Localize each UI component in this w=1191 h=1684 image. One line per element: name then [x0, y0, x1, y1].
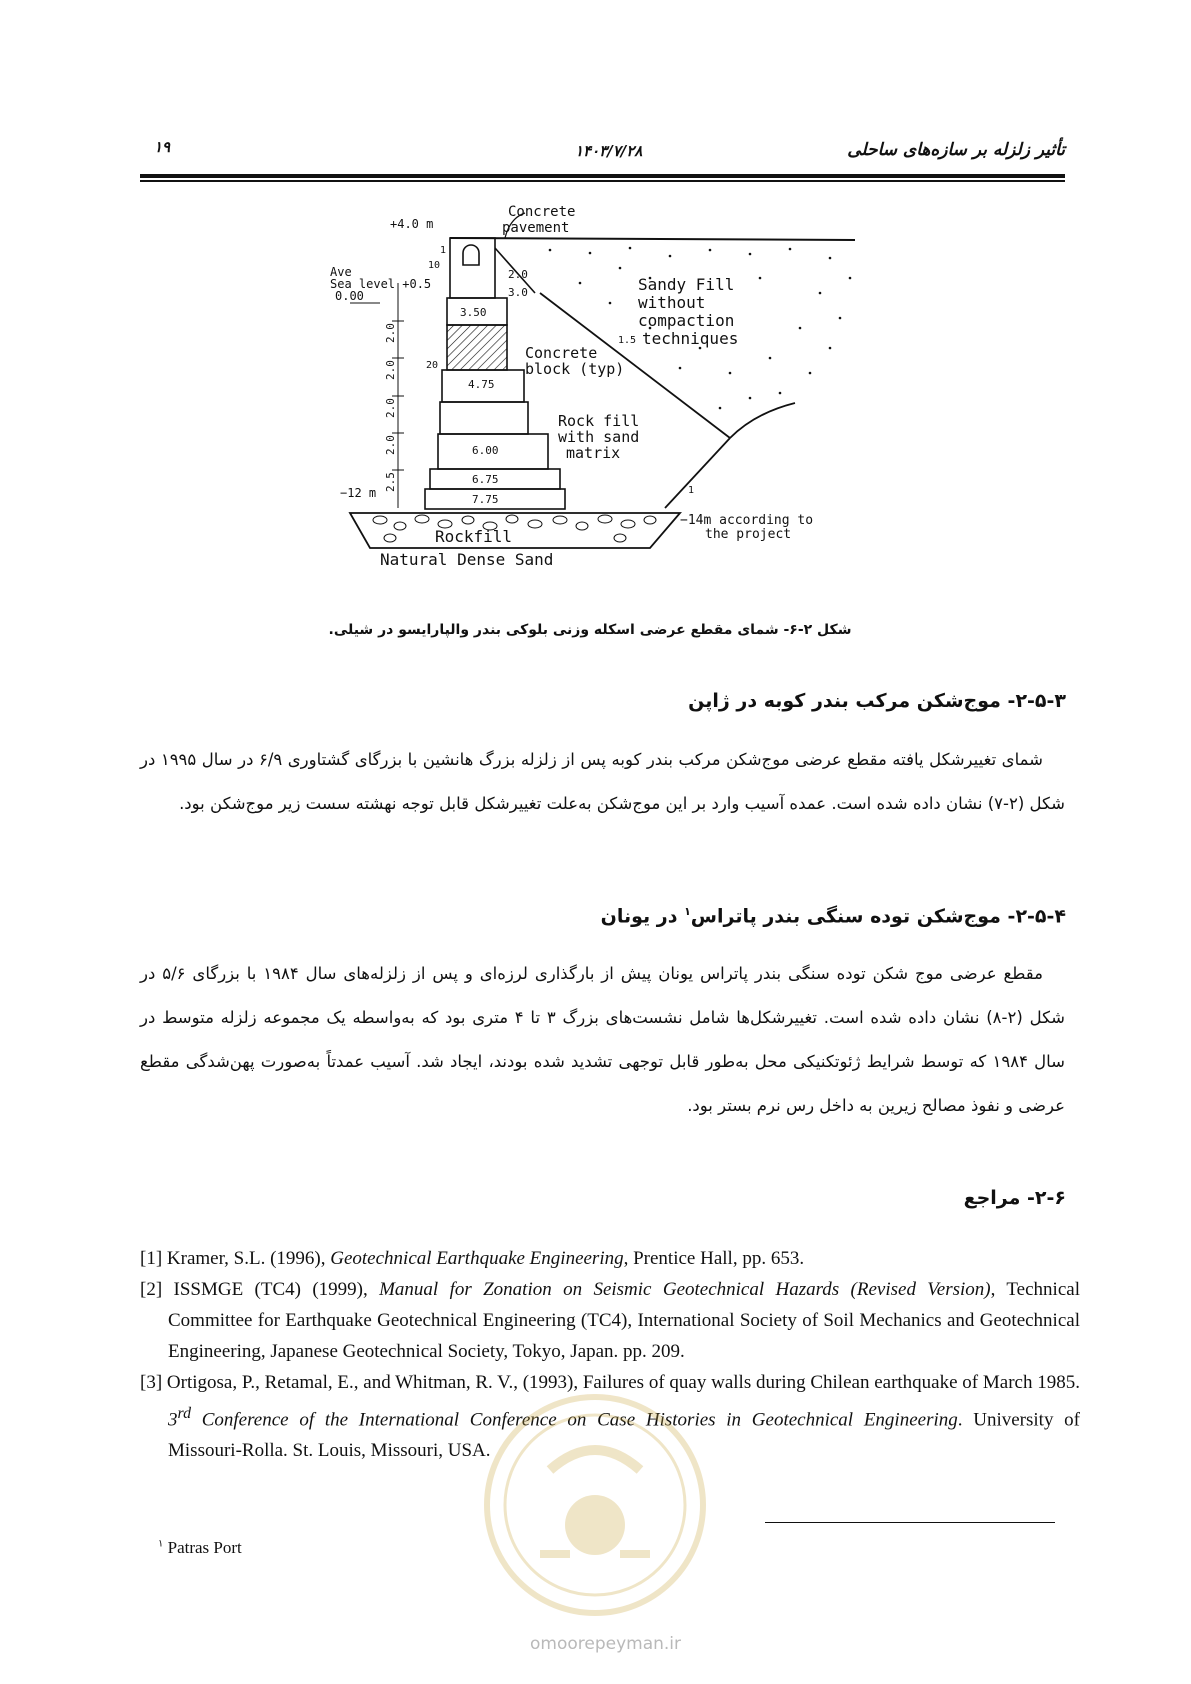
rockfill-stones: [373, 515, 656, 542]
footnote-ref: ۱: [684, 905, 691, 918]
figure-caption: شکل ۲-۶- شمای مقطع عرضی اسکله وزنی بلوکی بندر والپارایسو در شیلی.: [328, 622, 852, 638]
dim-6-00: 6.00: [472, 444, 499, 457]
elev-2-5: 2.5: [384, 472, 397, 492]
header-title: تأثیر زلزله بر سازه‌های ساحلی: [847, 140, 1065, 160]
reference-3-title: Conference of the International Conference on Case Histories in Geotechnical Engineering: [191, 1409, 958, 1431]
reference-item: [140, 1274, 1080, 1367]
elev-2-0-d: 2.0: [384, 435, 397, 455]
heading-patras-pre: ۲-۵-۴- موج‌شکن توده سنگی بندر پاتراس: [690, 905, 1066, 928]
reference-3-pre: [3] Ortigosa, P., Retamal, E., and Whitman, R. V., (1993), Failures of quay walls during Chilean earthquake of March 1985.: [140, 1372, 1080, 1393]
label-zero: 0.00: [335, 289, 364, 303]
footnote-rule: [765, 1522, 1055, 1523]
dim-3-0: 3.0: [508, 286, 528, 299]
reference-3-ordinal: 3: [168, 1409, 178, 1431]
header-rule-thick: [140, 174, 1065, 178]
elev-2-0-c: 2.0: [384, 398, 397, 418]
label-rockfill: Rockfill: [435, 527, 513, 546]
dim-2-0-top: 2.0: [508, 268, 528, 281]
label-sandy-4: techniques: [642, 329, 739, 348]
label-concrete: Concrete: [508, 204, 576, 220]
label-minus14-b: the project: [705, 527, 792, 542]
reference-1-title: Geotechnical Earthquake Engineering: [330, 1248, 624, 1269]
dim-one: 1: [440, 245, 447, 256]
label-block-1: Concrete: [525, 344, 598, 362]
section-heading-patras: [601, 905, 1066, 927]
slope-1-5: 1.5: [618, 335, 637, 346]
quay-wall-figure: [330, 204, 895, 618]
label-natural-sand: Natural Dense Sand: [380, 550, 554, 569]
dim-3-50: 3.50: [460, 306, 487, 319]
dim-6-75: 6.75: [472, 473, 499, 486]
label-block-2: block (typ): [525, 360, 625, 378]
reference-2-post: , Technical Committee for Earthquake Geotechnical Engineering (TC4), International Society of Soil Mechanics and Geotechnical Engineering, Japanese Geotechnical Society, Tokyo, Japan. pp. 209.: [168, 1279, 1080, 1362]
label-sea-level: Sea level +0.5: [330, 277, 432, 291]
watermark-seal-icon: [480, 1390, 710, 1620]
header-rule-thin: [140, 180, 1065, 182]
dim-7-75: 7.75: [472, 493, 499, 506]
section-text-kobe: شمای تغییرشکل یافته مقطع عرضی موج‌شکن مرکب بندر کوبه پس از زلزله بزرگ هانشین با بزرگای گشتاوری ۶/۹ در سال ۱۹۹۵ در شکل (۲-۷) نشان داده شده است. عمده آسیب وارد بر این موج‌شکن به‌علت تغییرشکل قابل توجه نهشته سست زیر موج‌شکن بود.: [140, 750, 1065, 813]
reference-2-pre: [2] ISSMGE (TC4) (1999),: [140, 1279, 380, 1300]
label-pavement: pavement: [502, 220, 570, 236]
reference-item: [140, 1243, 1080, 1274]
footnote-mark: ۱: [158, 1538, 164, 1550]
label-sandy-1: Sandy Fill: [638, 275, 735, 294]
page-number: ۱۹: [154, 138, 171, 156]
label-rock-1: Rock fill: [558, 412, 640, 430]
dim-twenty: 20: [426, 360, 439, 371]
reference-1-post: , Prentice Hall, pp. 653.: [623, 1248, 805, 1269]
running-header: [140, 138, 1065, 168]
dim-ten: 10: [428, 260, 441, 271]
label-rock-2: with sand: [558, 428, 640, 446]
heading-patras-post: در یونان: [600, 905, 685, 928]
cross-section-drawing: [330, 204, 895, 618]
reference-3-sup: rd: [177, 1405, 191, 1422]
label-plus4: +4.0 m: [390, 217, 434, 231]
label-minus12: −12 m: [340, 486, 377, 500]
dim-4-75: 4.75: [468, 378, 495, 391]
label-rock-3: matrix: [566, 444, 621, 462]
section-heading-references: ۲-۶- مراجع: [963, 1187, 1066, 1209]
section-heading-kobe: ۲-۵-۳- موج‌شکن مرکب بندر کوبه در ژاپن: [688, 690, 1066, 712]
label-sandy-3: compaction: [638, 311, 735, 330]
footnote-text: Patras Port: [163, 1538, 242, 1557]
reference-2-title: Manual for Zonation on Seismic Geotechnical Hazards (Revised Version): [379, 1279, 991, 1300]
reference-3-post: . University of Missouri-Rolla. St. Louis, Missouri, USA.: [168, 1409, 1081, 1462]
reference-1-pre: [1] Kramer, S.L. (1996),: [140, 1248, 331, 1269]
header-date: ۱۴۰۳/۷/۲۸: [575, 142, 643, 160]
section-text-patras: مقطع عرضی موج شکن توده سنگی بندر پاتراس یونان پیش از بارگذاری لرزه‌ای و پس از زلزله‌های سال ۱۹۸۴ با بزرگای ۵/۶ در شکل (۲-۸) نشان داده شده است. تغییرشکل‌ها شامل نشست‌های بزرگ ۳ تا ۴ متری بود که به‌واسطه یک مجموعه زلزله متوسط در سال ۱۹۸۴ که توسط شرایط ژئوتکنیکی محل به‌طور قابل توجهی تشدید شده بودند، ایجاد شد. آسیب عمدتاً به‌صورت پهن‌شدگی مقطع عرضی و نفوذ مصالح زیرین به داخل رس نرم بستر بود.: [140, 964, 1066, 1115]
label-ave: Ave: [330, 265, 352, 279]
slope-1: 1: [688, 485, 695, 496]
footnote: [158, 1538, 242, 1558]
watermark-text: omoorepeyman.ir: [530, 1634, 682, 1654]
elev-2-0-a: 2.0: [384, 323, 397, 343]
label-minus14-a: −14m according to: [680, 513, 814, 528]
elev-2-0-b: 2.0: [384, 360, 397, 380]
label-sandy-2: without: [638, 293, 706, 312]
